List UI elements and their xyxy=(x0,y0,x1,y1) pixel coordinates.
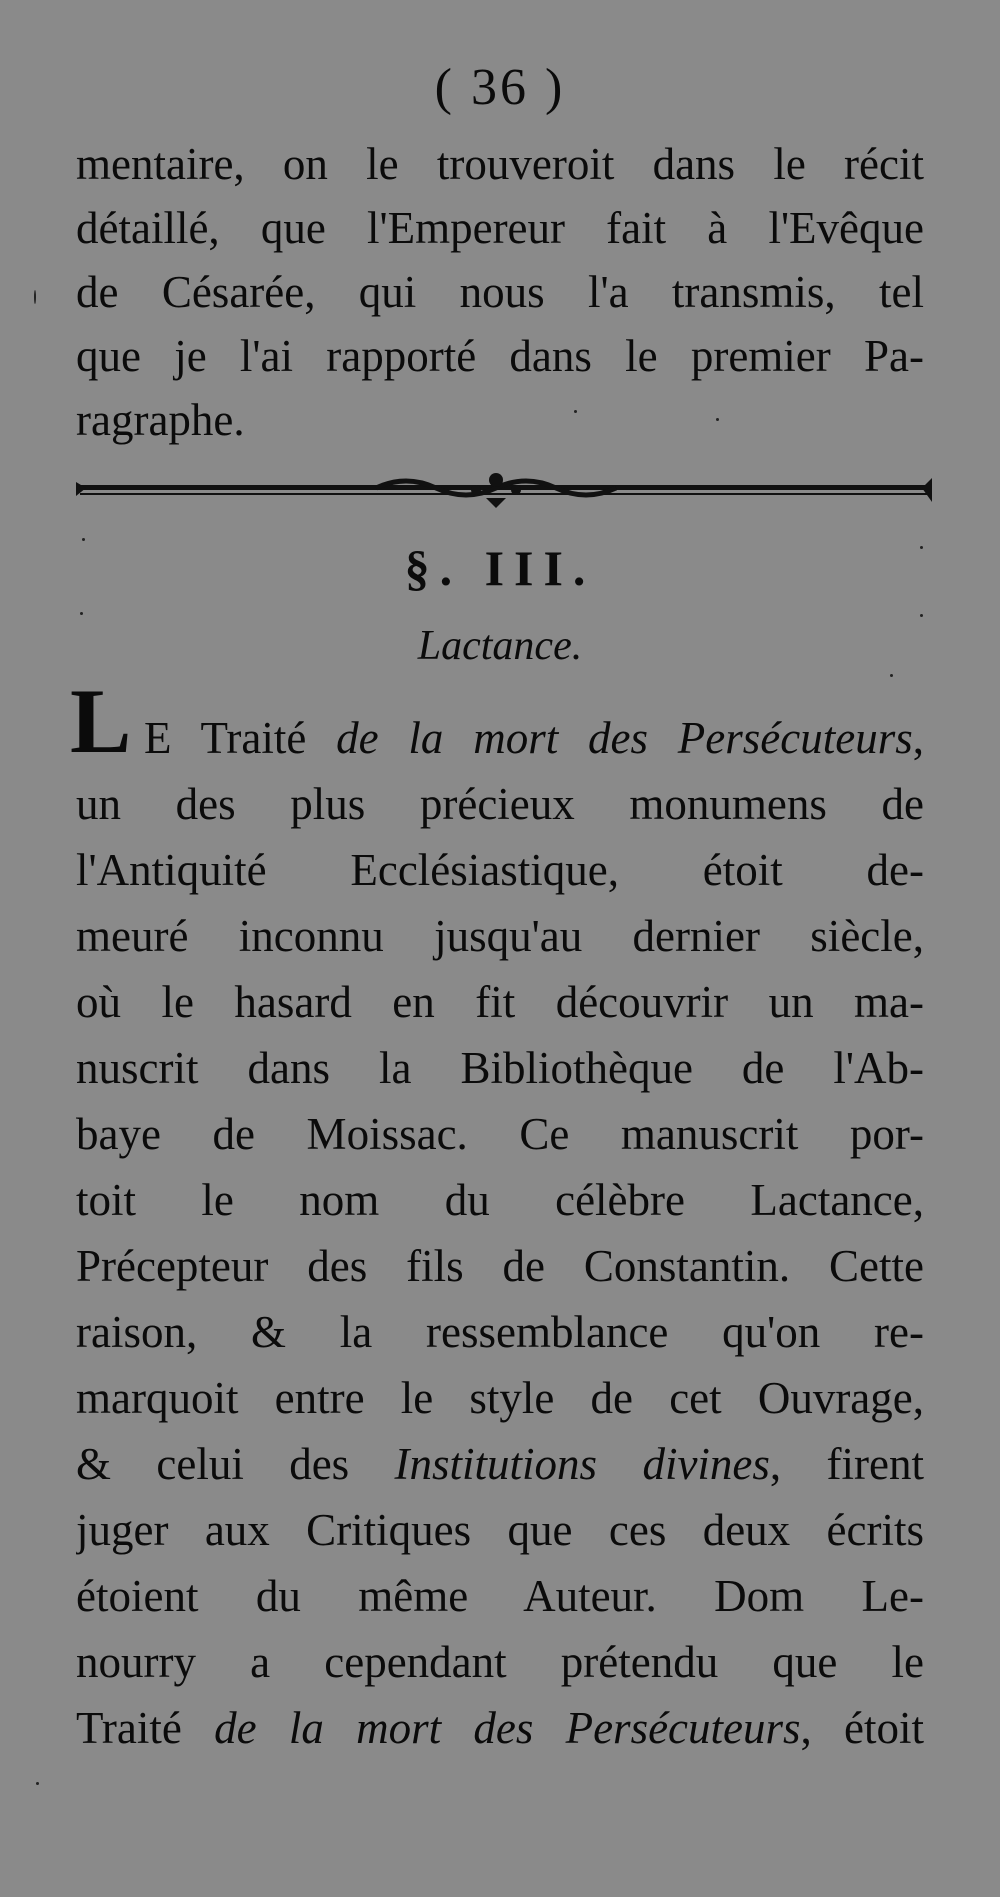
text-line: détaillé, que l'Empereur fait à l'Evêque xyxy=(76,203,924,253)
print-speck xyxy=(36,1782,39,1785)
text-line: toit le nom du célèbre Lactance, xyxy=(76,1175,924,1225)
print-speck xyxy=(80,612,83,615)
italic-title: de la mort des Persécuteurs xyxy=(214,1703,801,1753)
text-line: où le hasard en fit découvrir un ma- xyxy=(76,977,924,1027)
print-speck xyxy=(920,546,923,549)
italic-title: Institutions divines xyxy=(394,1439,770,1489)
text-line: baye de Moissac. Ce manuscrit por- xyxy=(76,1109,924,1159)
text-line: un des plus précieux monumens de xyxy=(76,779,924,829)
text-line xyxy=(76,1432,924,1496)
text-line: ragraphe. xyxy=(76,395,245,445)
ornamental-divider xyxy=(76,468,932,510)
text-line: l'Antiquité Ecclésiastique, étoit de- xyxy=(76,845,924,895)
text-line: étoient du même Auteur. Dom Le- xyxy=(76,1571,924,1621)
print-speck xyxy=(82,538,85,541)
text-line: meuré inconnu jusqu'au dernier siècle, xyxy=(76,911,924,961)
print-speck xyxy=(34,290,36,304)
print-speck xyxy=(920,614,923,617)
section-title: Lactance. xyxy=(417,623,583,669)
line-text: E Traité xyxy=(144,713,337,763)
print-speck xyxy=(716,418,719,421)
text-line: juger aux Critiques que ces deux écrits xyxy=(76,1505,924,1555)
line-text: , étoit xyxy=(800,1703,924,1753)
text-line: marquoit entre le style de cet Ouvrage, xyxy=(76,1373,924,1423)
line-text: Traité xyxy=(76,1703,215,1753)
text-line xyxy=(144,706,924,770)
section-number: §. III. xyxy=(404,540,596,596)
print-speck xyxy=(574,410,577,413)
text-line: que je l'ai rapporté dans le premier Pa- xyxy=(76,331,924,381)
text-line: Précepteur des fils de Constantin. Cette xyxy=(76,1241,924,1291)
line-text: , xyxy=(912,713,924,763)
drop-cap: L xyxy=(70,670,132,772)
text-line xyxy=(76,1696,924,1760)
text-line: de Césarée, qui nous l'a transmis, tel xyxy=(76,267,924,317)
text-line: raison, & la ressemblance qu'on re- xyxy=(76,1307,924,1357)
print-speck xyxy=(890,674,893,677)
text-line: nuscrit dans la Bibliothèque de l'Ab- xyxy=(76,1043,924,1093)
text-line: mentaire, on le trouveroit dans le récit xyxy=(76,139,924,189)
line-text: & celui des xyxy=(76,1439,395,1489)
line-text: , firent xyxy=(769,1439,924,1489)
page-number: ( 36 ) xyxy=(434,59,566,116)
text-line: nourry a cependant prétendu que le xyxy=(76,1637,924,1687)
italic-title: de la mort des Persécuteurs xyxy=(336,713,913,763)
